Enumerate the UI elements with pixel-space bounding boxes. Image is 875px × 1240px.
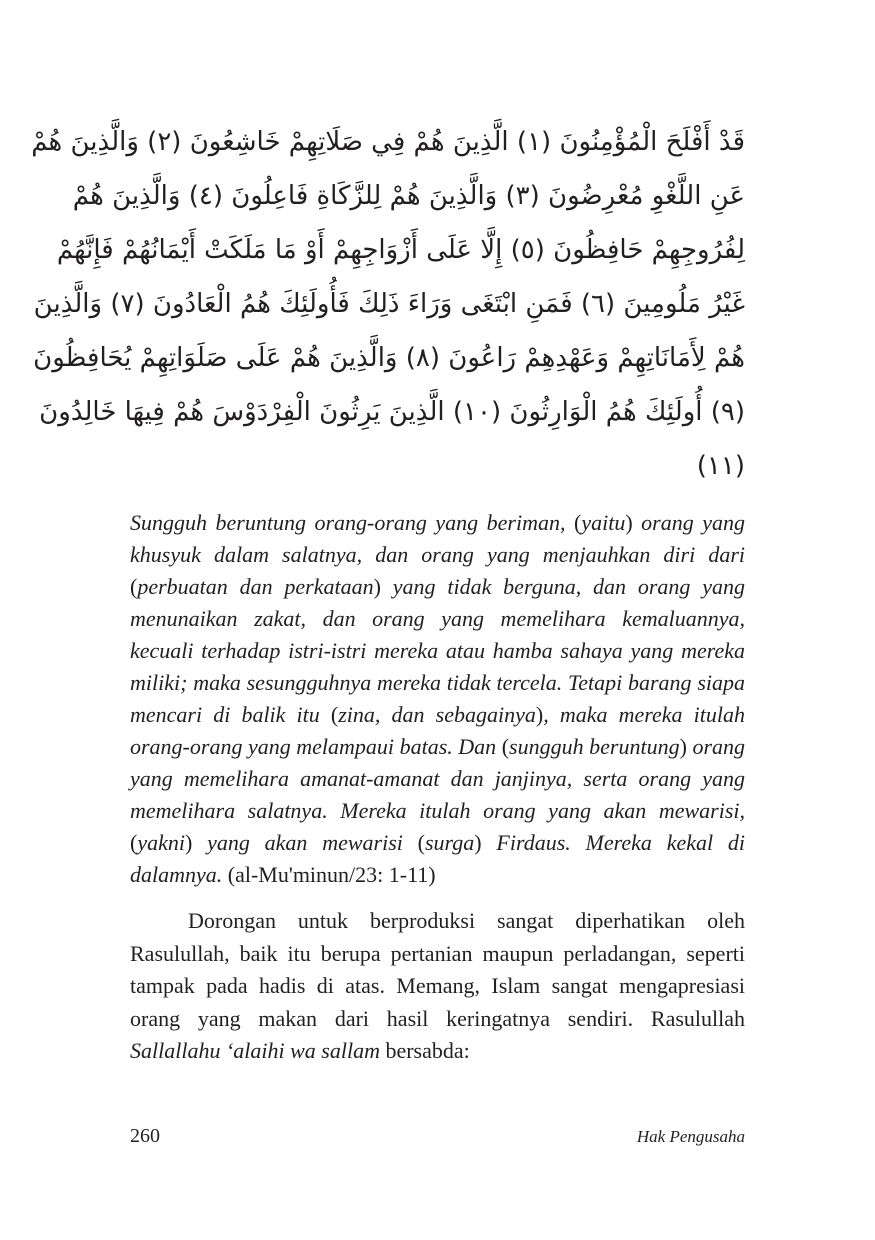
translation-paren: ) — [679, 734, 687, 759]
translation-text: yaitu — [581, 510, 626, 535]
quran-verse-line: (١١) — [696, 451, 745, 481]
quran-verse-line: هُمْ لِأَمَانَاتِهِمْ وَعَهْدِهِمْ رَاعُونَ (٨) وَالَّذِينَ هُمْ عَلَى صَلَوَاتِهِمْ يُحَافِظُونَ — [33, 343, 745, 373]
paragraph-text: Dorongan untuk berproduksi sangat diperhatikan oleh Rasulullah, baik itu berupa pertanian maupun perladangan, seperti tampak pada hadis di atas. Memang, Islam sangat mengapresiasi orang yang makan dari hasil keringatnya sendiri. Rasulullah — [130, 908, 745, 1031]
translation-paren: ) — [535, 702, 544, 727]
translation-text: Firdaus. Mereka kekal di dalamnya. — [130, 830, 745, 887]
paragraph-text-end: bersabda: — [379, 1038, 470, 1063]
translation-paren: ( — [130, 830, 138, 855]
verse-translation — [130, 507, 745, 891]
translation-text: sungguh beruntung — [509, 734, 680, 759]
translation-paren: ( — [501, 734, 510, 759]
translation-paren: ( — [574, 510, 582, 535]
translation-paren: ) — [474, 830, 482, 855]
translation-paren: ) — [184, 830, 193, 855]
translation-text: , maka mereka itulah orang-orang yang melampaui batas. Dan — [130, 702, 745, 759]
quran-verse-line: (٩) أُولَئِكَ هُمُ الْوَارِثُونَ (١٠) الَّذِينَ يَرِثُونَ الْفِرْدَوْسَ هُمْ فِيهَا خَالِدُونَ — [39, 397, 745, 427]
translation-text: orang yang khusyuk dalam salatnya, dan orang yang menjauhkan diri dari — [130, 510, 746, 567]
translation-text: orang yang memelihara amanat-amanat dan janjinya, serta orang yang memelihara salatnya. Mereka itulah orang yang akan mewarisi, — [130, 734, 746, 823]
page-number: 260 — [130, 1125, 160, 1147]
page-body — [31, 115, 746, 1090]
translation-text: yang tidak berguna, dan orang yang menunaikan zakat, dan orang yang memelihara kemaluannya, kecuali terhadap istri-istri mereka atau hamba sahaya yang mereka miliki; maka sesungguhnya mereka tidak tercela. Tetapi barang siapa mencari di balik itu — [130, 574, 745, 727]
translation-text: surga — [424, 830, 475, 855]
translation-paren: ) — [373, 574, 381, 599]
page-footer — [130, 1125, 745, 1148]
quran-verse-block — [31, 115, 745, 493]
verse-citation: (al-Mu'minun/23: 1-11) — [222, 862, 436, 887]
translation-text: yang akan mewarisi — [192, 830, 418, 855]
quran-verse-line: غَيْرُ مَلُومِينَ (٦) فَمَنِ ابْتَغَى وَرَاءَ ذَلِكَ فَأُولَئِكَ هُمُ الْعَادُونَ (٧) وَالَّذِينَ — [33, 289, 745, 319]
quran-verse-line: عَنِ اللَّغْوِ مُعْرِضُونَ (٣) وَالَّذِينَ هُمْ لِلزَّكَاةِ فَاعِلُونَ (٤) وَالَّذِينَ هُمْ — [72, 181, 745, 211]
translation-paren: ) — [625, 510, 633, 535]
body-paragraph — [130, 905, 745, 1068]
quran-verse-line: لِفُرُوجِهِمْ حَافِظُونَ (٥) إِلَّا عَلَى أَزْوَاجِهِمْ أَوْ مَا مَلَكَتْ أَيْمَانُهُمْ فَإِنَّهُمْ — [56, 235, 745, 265]
translation-text: perbuatan dan perkataan — [137, 574, 374, 599]
translation-paren: ( — [130, 574, 138, 599]
honorific-emphasis: Sallallahu ‘alaihi wa sallam — [130, 1038, 380, 1063]
translation-text: yakni — [137, 830, 185, 855]
quran-verse-line: قَدْ أَفْلَحَ الْمُؤْمِنُونَ (١) الَّذِينَ هُمْ فِي صَلَاتِهِمْ خَاشِعُونَ (٢) وَالَّذِينَ هُمْ — [31, 127, 745, 157]
translation-paren: ( — [417, 830, 425, 855]
translation-paren: ( — [330, 702, 339, 727]
translation-text: zina, dan sebagainya — [338, 702, 536, 727]
translation-text: Sungguh beruntung orang-orang yang beriman, — [130, 510, 575, 535]
running-title: Hak Pengusaha — [636, 1127, 745, 1146]
